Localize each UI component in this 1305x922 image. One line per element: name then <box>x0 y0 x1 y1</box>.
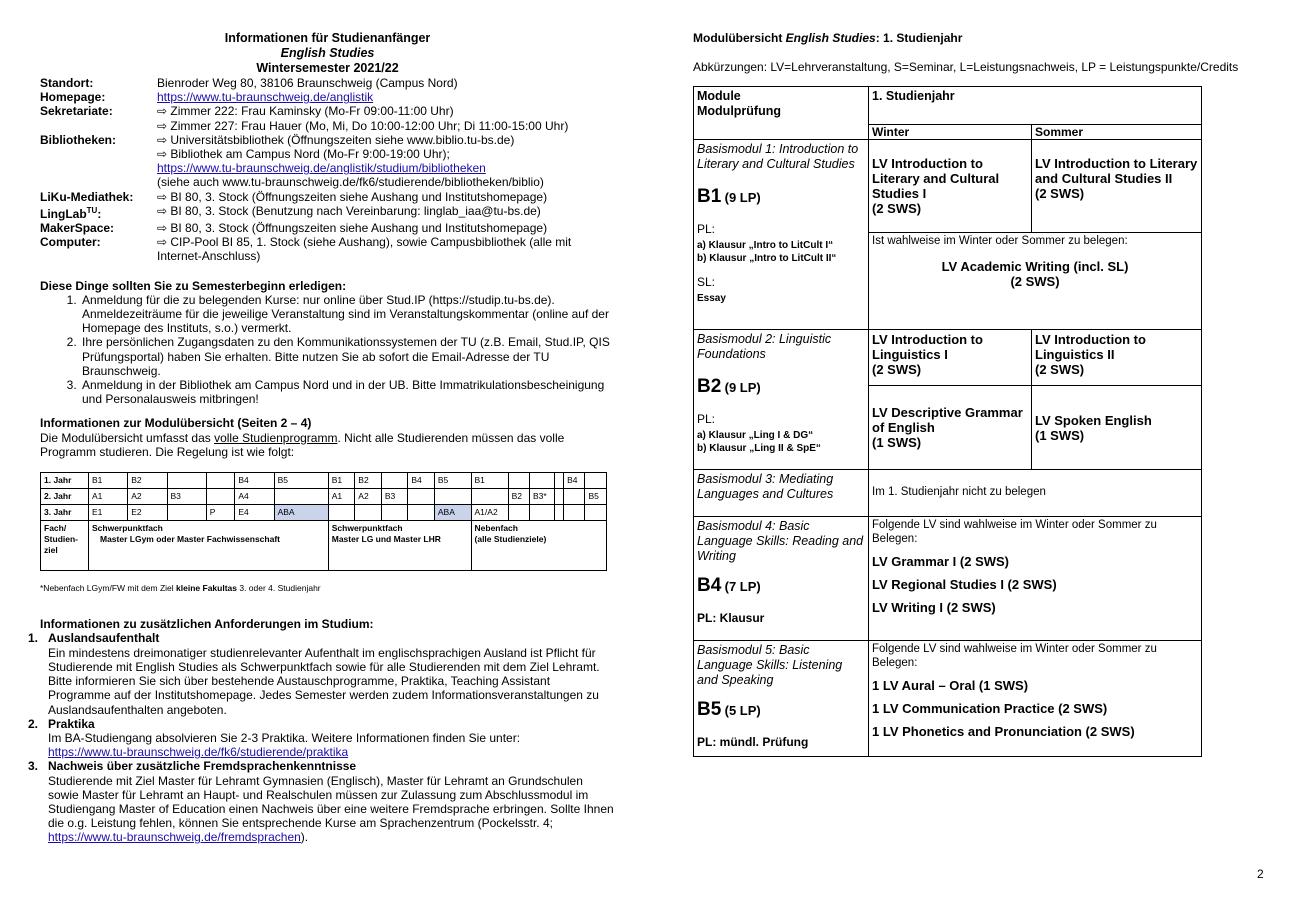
footnote: *Nebenfach LGym/FW mit dem Ziel kleine Fakultas 3. oder 4. Studienjahr <box>40 583 321 594</box>
table-row: Basismodul 2: Linguistic Foundations B2 (9 LP) PL: a) Klausur „Ling I & DG“ b) Klausur „Ling II & SpE“ LV Introduction to Linguistics I (2 SWS) LV Introduction to Linguistics II (2 SWS) <box>694 330 1202 386</box>
table-row: Basismodul 1: Introduction to Literary and Cultural Studies B1 (9 LP) PL: a) Klausur „Intro to LitCult I“ b) Klausur „Intro to LitCult II“ SL: Essay LV Introduction to Literary and Cultural Studies I (2 SWS) LV Introduction to Literary and Cultural Studies II (2 SWS) <box>694 140 1202 233</box>
table-cell: E2 <box>128 505 167 521</box>
table-cell <box>471 489 508 505</box>
table-cell: B3* <box>530 489 555 505</box>
table-cell: B2 <box>128 473 167 489</box>
overview-text: Die Modulübersicht umfasst das volle Studienprogramm. Nicht alle Studierenden müssen das volle Programm studieren. Die Regelung ist wie folgt: <box>40 430 565 459</box>
table-cell: B3 <box>167 489 206 505</box>
table-cell <box>508 473 529 489</box>
table-cell <box>381 473 408 489</box>
info-liku: LiKu-Mediathek: ⇨ BI 80, 3. Stock (Öffnungszeiten siehe Aushang und Institutshomepage) <box>40 189 548 204</box>
table-row: Basismodul 3: Mediating Languages and Cultures Im 1. Studienjahr nicht zu belegen <box>694 470 1202 517</box>
list-item: 2. Praktika Im BA-Studiengang absolvieren Sie 2-3 Praktika. Weitere Informationen finden Sie unter: https://www.tu-braunschweig.de/fk6/studierende/praktika <box>28 716 521 760</box>
table-cell <box>274 489 328 505</box>
table-cell <box>434 489 471 505</box>
table-cell: B2 <box>508 489 529 505</box>
table-row: Winter Sommer <box>694 125 1202 140</box>
todo-list <box>40 293 615 407</box>
list-item: 1 LV Aural – Oral (1 SWS) <box>872 678 1029 693</box>
table-row: LV Descriptive Grammar of English (1 SWS) LV Spoken English (1 SWS) <box>694 386 1202 470</box>
table-cell: A1/A2 <box>471 505 508 521</box>
list-item: LV Writing I (2 SWS) <box>872 600 996 615</box>
table-cell <box>328 505 355 521</box>
table-cell: B4 <box>564 473 585 489</box>
table-cell <box>585 473 607 489</box>
table-cell <box>381 505 408 521</box>
list-item: 2. Ihre persönlichen Zugangsdaten zu den Kommunikationssystemen der TU (z.B. Email, Stud.IP, QIS Prüfungsportal) haben Sie erhalten. Bitte nutzen Sie ab sofort die Email-Adresse der TU Braunschweig. <box>80 335 615 378</box>
table-cell <box>564 489 585 505</box>
info-sekretariate: Sekretariate: ⇨ Zimmer 222: Frau Kaminsky (Mo-Fr 09:00-11:00 Uhr) ⇨ Zimmer 227: Frau Hauer (Mo, Mi, Do 10:00-12:00 Uhr; Di 11:00-15:00 Uhr) <box>40 104 569 133</box>
table-cell <box>555 489 564 505</box>
table-cell: B5 <box>434 473 471 489</box>
info-makerspace: MakerSpace: ⇨ BI 80, 3. Stock (Öffnungszeiten siehe Aushang und Institutshomepage) <box>40 221 548 236</box>
table-cell: ABA <box>274 505 328 521</box>
table-cell: B5 <box>585 489 607 505</box>
list-item: LV Grammar I (2 SWS) <box>872 554 1010 569</box>
table-row: Fach/ Studien-ziel Schwerpunktfach Master LGym oder Master Fachwissenschaft Schwerpunktfach Master LG und Master LHR Nebenfach (alle Studienziele) <box>41 521 607 571</box>
list-item: 1 LV Phonetics and Pronunciation (2 SWS) <box>872 724 1135 739</box>
table-cell <box>206 489 235 505</box>
page-number: 2 <box>1257 867 1264 881</box>
table-cell <box>530 473 555 489</box>
table-row: Basismodul 4: Basic Language Skills: Reading and Writing B4 (7 LP) PL: Klausur Folgende LV sind wahlweise im Winter oder Sommer zu Belegen: LV Grammar I (2 SWS) LV Regional Studies I (2 SWS) LV Writing I (2 SWS) <box>694 517 1202 641</box>
table-row: 2. Jahr A1 A2 B3 A4 A1 A2 B3 B2 B3* B5 <box>41 489 607 505</box>
table-cell: B5 <box>274 473 328 489</box>
table-row: Ist wahlweise im Winter oder Sommer zu belegen: LV Academic Writing (incl. SL) (2 SWS) <box>694 233 1202 330</box>
left-column <box>28 31 615 845</box>
overview-title: Informationen zur Modulübersicht (Seiten 2 – 4) <box>40 416 312 431</box>
table-cell: ABA <box>434 505 471 521</box>
table-cell: B4 <box>408 473 435 489</box>
module-overview-title: Modulübersicht English Studies: 1. Studienjahr <box>693 31 963 45</box>
requirements-list <box>28 631 615 844</box>
table-row: Module Modulprüfung 1. Studienjahr <box>694 87 1202 125</box>
info-computer: Computer: ⇨ CIP-Pool BI 85, 1. Stock (siehe Aushang), sowie Campusbibliothek (alle mit Internet-Anschluss) <box>40 235 572 264</box>
list-item: 1. Anmeldung für die zu belegenden Kurse: nur online über Stud.IP (https://studip.tu-bs.de). Anmeldezeiträume für die jeweilige Veranstaltung sind im Veranstaltungskommentar (online auf der Homepage des Instituts, s.o.) vermerkt. <box>80 293 615 336</box>
table-cell: E1 <box>89 505 128 521</box>
table-cell: A1 <box>89 489 128 505</box>
module-b2: Basismodul 2: Linguistic Foundations B2 (9 LP) PL: a) Klausur „Ling I & DG“ b) Klausur „Ling II & SpE“ <box>694 330 869 470</box>
table-cell <box>408 489 435 505</box>
todo-title: Diese Dinge sollten Sie zu Semesterbeginn erledigen: <box>40 278 347 293</box>
table-row: 3. Jahr E1 E2 P E4 ABA ABA A1/A2 <box>41 505 607 521</box>
abbreviations: Abkürzungen: LV=Lehrveranstaltung, S=Seminar, L=Leistungsnachweis, LP = Leistungspunkte/Credits <box>693 60 1239 74</box>
table-cell: B1 <box>328 473 355 489</box>
table-cell: B2 <box>355 473 382 489</box>
table-cell <box>167 473 206 489</box>
list-item: LV Regional Studies I (2 SWS) <box>872 577 1057 592</box>
table-cell: E4 <box>235 505 274 521</box>
list-item: 3. Anmeldung in der Bibliothek am Campus Nord und in der UB. Bitte Immatrikulationsbescheinigung und Personalausweis mitbringen! <box>80 378 615 406</box>
module-b1: Basismodul 1: Introduction to Literary and Cultural Studies B1 (9 LP) PL: a) Klausur „Intro to LitCult I“ b) Klausur „Intro to LitCult II“ SL: Essay <box>694 140 869 330</box>
requirements-title: Informationen zu zusätzlichen Anforderungen im Studium: <box>40 617 374 632</box>
module-b5: Basismodul 5: Basic Language Skills: Listening and Speaking B5 (5 LP) PL: mündl. Prüfung <box>694 641 869 757</box>
table-cell <box>585 505 607 521</box>
table-cell: B1 <box>89 473 128 489</box>
table-cell <box>508 505 529 521</box>
table-cell: B4 <box>235 473 274 489</box>
table-row: Basismodul 5: Basic Language Skills: Listening and Speaking B5 (5 LP) PL: mündl. Prüfung Folgende LV sind wahlweise im Winter oder Sommer zu Belegen: 1 LV Aural – Oral (1 SWS) 1 LV Communication Practice (2 SWS) 1 LV Phonetics and Pronunciation (2 SWS) <box>694 641 1202 757</box>
table-cell: A4 <box>235 489 274 505</box>
info-standort: Standort: Bienroder Weg 80, 38106 Braunschweig (Campus Nord) <box>40 76 458 90</box>
table-cell: A1 <box>328 489 355 505</box>
doc-semester: Wintersemester 2021/22 <box>256 61 399 75</box>
module-b4: Basismodul 4: Basic Language Skills: Reading and Writing B4 (7 LP) PL: Klausur <box>694 517 869 641</box>
table-cell <box>555 473 564 489</box>
info-block <box>40 76 615 264</box>
homepage-link[interactable]: https://www.tu-braunschweig.de/anglistik <box>157 90 374 105</box>
module-table <box>693 86 1202 757</box>
table-cell <box>167 505 206 521</box>
year-table <box>40 472 607 571</box>
bibliotheken-link[interactable]: https://www.tu-braunschweig.de/anglistik/studium/bibliotheken <box>157 161 486 176</box>
table-cell: B1 <box>471 473 508 489</box>
table-cell <box>555 505 564 521</box>
table-cell <box>564 505 585 521</box>
info-linglab: LingLab$^{TU}$: ⇨ BI 80, 3. Stock (Benutzung nach Vereinbarung: linglab_iaa@tu-bs.de) <box>40 203 541 221</box>
fremdsprachen-link[interactable]: https://www.tu-braunschweig.de/fremdsprachen <box>48 830 301 845</box>
table-row: 1. Jahr B1 B2 B4 B5 B1 B2 B4 B5 B1 B4 <box>41 473 607 489</box>
table-cell: A2 <box>128 489 167 505</box>
table-cell <box>530 505 555 521</box>
module-b3: Basismodul 3: Mediating Languages and Cultures <box>694 470 869 517</box>
list-item: 1 LV Communication Practice (2 SWS) <box>872 701 1108 716</box>
info-bibliotheken: Bibliotheken: ⇨ Universitätsbibliothek (Öffnungszeiten siehe www.biblio.tu-bs.de) ⇨ Bibliothek am Campus Nord (Mo-Fr 9:00-19:00 Uhr); https://www.tu-braunschweig.de/anglistik/studium/bibliotheken (siehe auch www.tu-braunschweig.de/fk6/studierende/bibliotheken/biblio) <box>40 132 544 190</box>
table-cell <box>408 505 435 521</box>
list-item: 3. Nachweis über zusätzliche Fremdsprachenkenntnisse Studierende mit Ziel Master für Lehramt Gymnasien (Englisch), Master für Lehramt an Grundschulen sowie Master für Lehramt an Haupt- und Realschulen müssen zur Zulassung zum Abschlussmodul im Studiengang Master of Education einen Nachweis über eine weitere Fremdsprache erbringen. Sollte Ihnen die o.g. Leistung fehlen, können Sie entsprechende Kurse am Sprachenzentrum (Pockelsstr. 4; https://www.tu-braunschweig.de/fremdsprachen). <box>28 759 614 845</box>
info-homepage: Homepage: https://www.tu-braunschweig.de/anglistik <box>40 90 374 105</box>
table-cell <box>206 473 235 489</box>
table-cell: A2 <box>355 489 382 505</box>
list-item: 1. Auslandsaufenthalt Ein mindestens dreimonatiger studienrelevanter Aufenthalt im englischsprachigen Ausland ist Pflicht für Studierende mit English Studies als Schwerpunktfach sowie für alle Studierenden mit dem Ziel Lehramt. Bitte informieren Sie sich über bestehende Austauschprogramme, Praktika, Teaching Assistant Programme auf der Institutshomepage. Jedes Semester werden zudem Informationsveranstaltungen zu Auslandsaufenthalten angeboten. <box>28 631 600 717</box>
doc-title: Informationen für Studienanfänger <box>224 31 431 45</box>
praktika-link[interactable]: https://www.tu-braunschweig.de/fk6/studierende/praktika <box>48 745 349 760</box>
doc-subtitle: English Studies <box>280 46 375 60</box>
table-cell: P <box>206 505 235 521</box>
table-cell <box>355 505 382 521</box>
right-column <box>693 31 1253 749</box>
table-cell: B3 <box>381 489 408 505</box>
